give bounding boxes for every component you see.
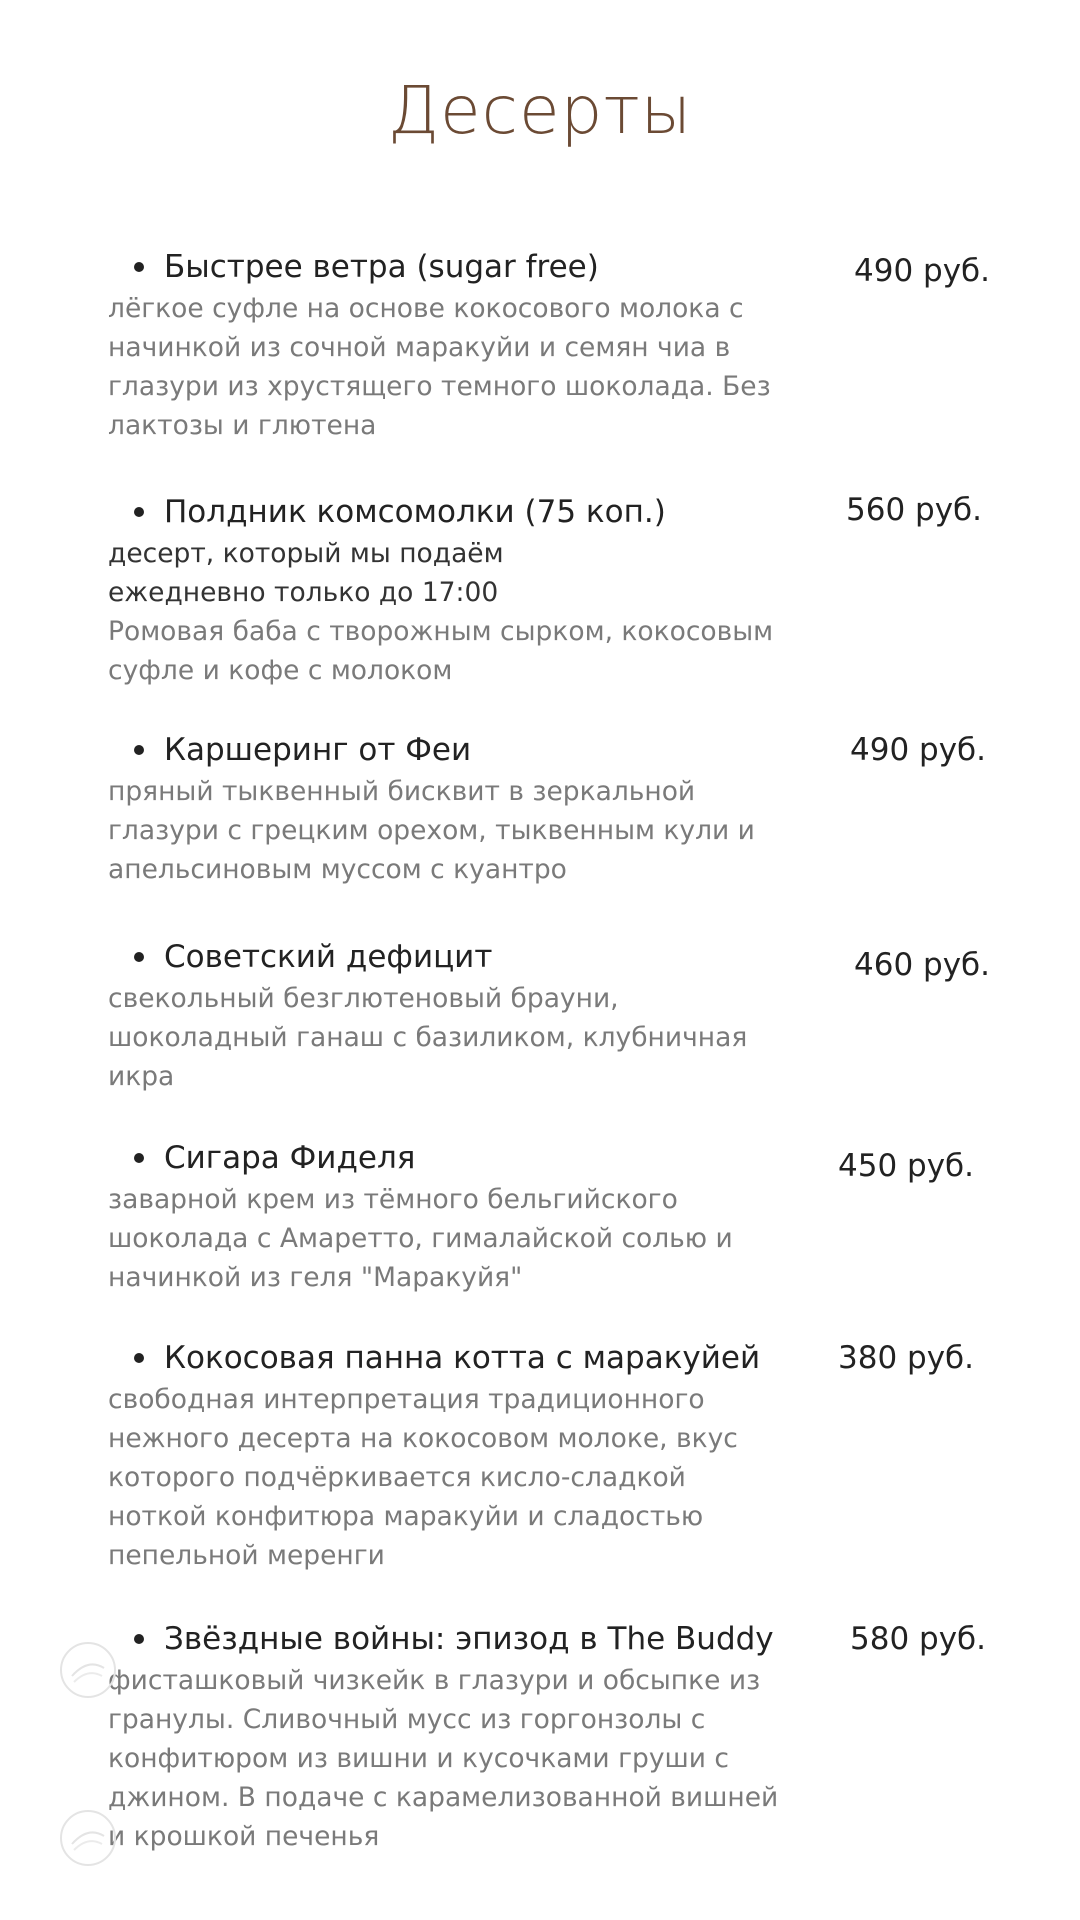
item-price: 380 руб. (838, 1340, 975, 1376)
bullet-icon (134, 507, 144, 517)
description-text: Ромовая баба с творожным сырком, кокосовым суфле и кофе с молоком (108, 616, 774, 686)
item-name: Сигара Фиделя (164, 1140, 416, 1176)
bullet-icon (134, 1634, 144, 1644)
item-price: 580 руб. (850, 1621, 987, 1657)
item-name: Полдник комсомолки (75 коп.) (164, 494, 666, 530)
item-description (108, 289, 788, 445)
item-description (108, 979, 788, 1096)
item-price: 560 руб. (846, 492, 983, 528)
item-name: Быстрее ветра (sugar free) (164, 249, 599, 285)
item-price: 460 руб. (854, 947, 991, 983)
description-text: лёгкое суфле на основе кокосового молока с начинкой из сочной маракуйи и семян чиа в глазури из хрустящего темного шоколада. Без лактозы и глютена (108, 293, 771, 441)
description-text: свекольный безглютеновый брауни, шоколадный ганаш с базиликом, клубничная икра (108, 983, 748, 1092)
page-title: Десерты (387, 72, 693, 149)
item-description (108, 534, 774, 690)
bullet-icon (134, 262, 144, 272)
watermark-logo-icon (58, 1640, 118, 1700)
item-price: 490 руб. (850, 732, 987, 768)
item-price: 490 руб. (854, 253, 991, 289)
item-note: десерт, который мы подаём ежедневно только до 17:00 (108, 538, 504, 608)
bullet-icon (134, 1353, 144, 1363)
description-text: заварной крем из тёмного бельгийского шоколада с Амаретто, гималайской солью и начинкой из геля "Маракуйя" (108, 1184, 733, 1293)
bullet-icon (134, 1153, 144, 1163)
bullet-icon (134, 952, 144, 962)
description-text: фисташковый чизкейк в глазури и обсыпке из гранулы. Сливочный мусс из горгонзолы с конфитюром из вишни и кусочками груши с джином. В подаче с карамелизованной вишней и крошкой печенья (108, 1665, 779, 1852)
item-name: Советский дефицит (164, 939, 493, 975)
item-name: Кокосовая панна котта с маракуйей (164, 1340, 761, 1376)
item-description (108, 1380, 788, 1575)
item-description (108, 772, 788, 889)
bullet-icon (134, 745, 144, 755)
item-description (108, 1661, 788, 1856)
description-text: свободная интерпретация традиционного нежного десерта на кокосовом молоке, вкус которого подчёркивается кисло-сладкой ноткой конфитюра маракуйи и сладостью пепельной меренги (108, 1384, 738, 1571)
watermark-logo-icon (58, 1808, 118, 1868)
item-name: Звёздные войны: эпизод в The Buddy (164, 1621, 774, 1657)
item-price: 450 руб. (838, 1148, 975, 1184)
item-description (108, 1180, 788, 1297)
item-name: Каршеринг от Феи (164, 732, 472, 768)
description-text: пряный тыквенный бисквит в зеркальной глазури с грецким орехом, тыквенным кули и апельсиновым муссом с куантро (108, 776, 755, 885)
